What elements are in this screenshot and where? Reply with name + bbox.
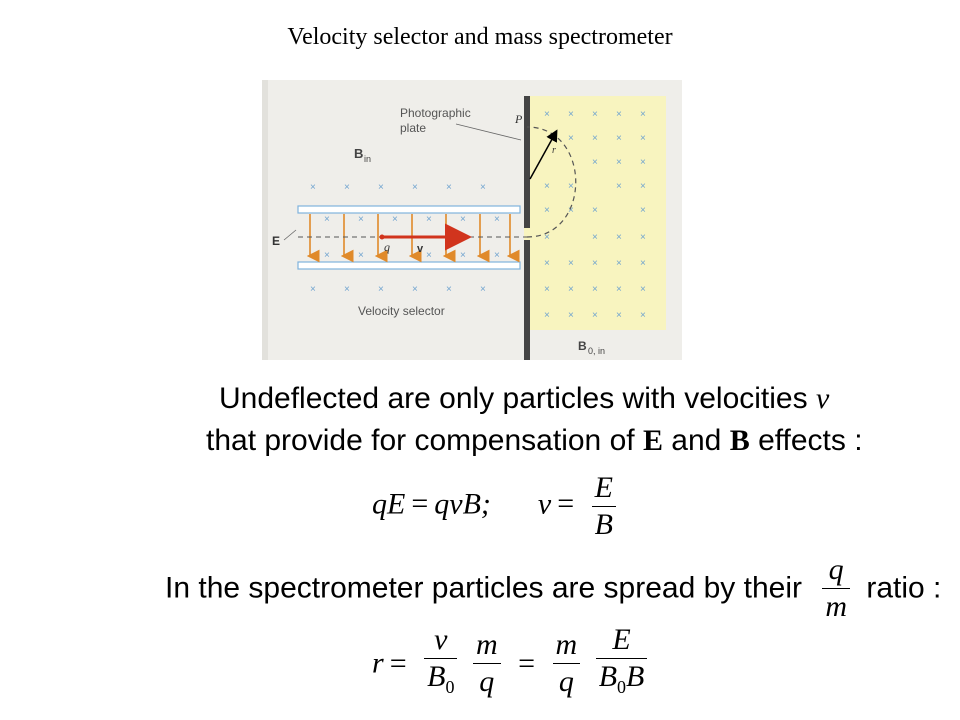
field-cross: × <box>592 133 598 144</box>
field-cross: × <box>568 109 574 120</box>
field-cross: × <box>378 284 384 295</box>
field-cross: × <box>640 232 646 243</box>
b-vector-symbol: B <box>729 424 750 457</box>
fraction-v-over-b0 <box>424 622 457 705</box>
field-cross: × <box>592 205 598 216</box>
field-cross: × <box>544 284 550 295</box>
field-cross: × <box>568 258 574 269</box>
particle-charge <box>380 235 385 240</box>
field-cross: × <box>568 310 574 321</box>
field-cross: × <box>592 109 598 120</box>
statement-line-1 <box>219 382 829 416</box>
field-cross: × <box>480 182 486 193</box>
fraction-denominator: B <box>594 508 613 541</box>
field-cross: × <box>426 250 432 261</box>
page-edge-shadow <box>262 80 268 360</box>
field-cross: × <box>392 214 398 225</box>
zero-subscript: 0 <box>445 677 455 697</box>
ratio-word: ratio : <box>866 571 942 605</box>
field-cross: × <box>426 214 432 225</box>
field-cross: × <box>616 284 622 295</box>
equation-balance <box>372 470 620 543</box>
fraction-numerator: m <box>553 627 581 664</box>
field-cross: × <box>378 182 384 193</box>
b-in-subscript: in <box>364 154 372 164</box>
field-cross: × <box>544 232 550 243</box>
field-cross: × <box>640 109 646 120</box>
field-cross: × <box>640 157 646 168</box>
radius-symbol: r <box>372 646 384 680</box>
slide-title: Velocity selector and mass spectrometer <box>287 24 673 50</box>
field-cross: × <box>310 182 316 193</box>
b-symbol: B <box>427 660 446 693</box>
fraction-numerator: v <box>424 622 457 659</box>
fraction-numerator: E <box>596 622 648 659</box>
field-cross: × <box>568 133 574 144</box>
q-label: q <box>384 240 390 254</box>
field-cross: × <box>616 181 622 192</box>
b0-label: B <box>578 339 587 353</box>
statement-line-3-text: In the spectrometer particles are spread by their <box>165 571 802 605</box>
field-cross: × <box>358 214 364 225</box>
field-cross: × <box>324 250 330 261</box>
fraction-q-over-m <box>822 552 850 625</box>
fraction-denominator: m <box>825 590 847 623</box>
equals-sign: = <box>518 646 536 680</box>
velocity-symbol: v <box>815 382 830 415</box>
fraction-denominator: q <box>558 665 574 698</box>
e-label: E <box>272 234 281 248</box>
field-cross: × <box>592 284 598 295</box>
statement-line-3 <box>165 552 941 625</box>
field-cross: × <box>544 205 550 216</box>
field-cross: × <box>592 258 598 269</box>
fraction-numerator: q <box>822 552 850 589</box>
field-cross: × <box>544 109 550 120</box>
field-cross: × <box>412 182 418 193</box>
field-cross: × <box>640 310 646 321</box>
b-in-label: B <box>354 146 364 161</box>
selector-bottom-plate <box>298 262 520 269</box>
equals-sign: = <box>389 646 407 680</box>
photographic-plate-label: plate <box>400 121 427 135</box>
field-cross: × <box>544 258 550 269</box>
b0-subscript: 0, in <box>588 346 606 356</box>
field-cross: × <box>344 284 350 295</box>
p-label: P <box>515 112 523 126</box>
b-symbol: B <box>598 660 618 693</box>
b-symbol: B <box>626 660 645 693</box>
fraction-m-over-q <box>553 627 581 700</box>
eq1-left: qE <box>372 487 406 521</box>
equals-sign: = <box>411 487 429 521</box>
fraction-denominator: q <box>479 665 495 698</box>
field-cross: × <box>592 232 598 243</box>
field-cross: × <box>616 109 622 120</box>
field-cross: × <box>592 310 598 321</box>
field-cross: × <box>616 258 622 269</box>
field-cross: × <box>544 181 550 192</box>
field-cross: × <box>640 181 646 192</box>
fraction-denominator <box>596 659 648 705</box>
field-cross: × <box>460 250 466 261</box>
equals-sign: = <box>557 487 575 521</box>
effects-word: effects : <box>758 424 863 457</box>
photographic-plate-label: Photographic <box>400 106 471 120</box>
fraction-numerator: m <box>473 627 501 664</box>
plate-slit <box>524 228 530 240</box>
eq1-right: qvB; <box>434 487 491 521</box>
field-cross: × <box>568 181 574 192</box>
fraction-e-over-b0b <box>596 622 648 705</box>
field-cross: × <box>344 182 350 193</box>
field-cross: × <box>640 284 646 295</box>
field-cross: × <box>446 284 452 295</box>
fraction-e-over-b <box>592 470 616 543</box>
field-cross: × <box>480 284 486 295</box>
v-label: v <box>417 243 424 255</box>
field-cross: × <box>640 258 646 269</box>
eq2-left: v <box>537 487 552 521</box>
field-cross: × <box>568 205 574 216</box>
field-cross: × <box>544 310 550 321</box>
field-cross: × <box>310 284 316 295</box>
field-cross: × <box>616 232 622 243</box>
field-cross: × <box>494 250 500 261</box>
field-cross: × <box>616 157 622 168</box>
selector-top-plate <box>298 206 520 213</box>
field-cross: × <box>446 182 452 193</box>
field-cross: × <box>358 250 364 261</box>
equation-radius <box>372 622 651 705</box>
field-cross: × <box>616 133 622 144</box>
field-cross: × <box>616 310 622 321</box>
e-vector-symbol: E <box>642 424 663 457</box>
field-cross: × <box>412 284 418 295</box>
statement-line-1-text: Undeflected are only particles with velocities <box>219 382 808 415</box>
r-label: r <box>552 145 556 156</box>
field-cross: × <box>324 214 330 225</box>
zero-subscript: 0 <box>617 677 627 697</box>
field-cross: × <box>568 284 574 295</box>
field-cross: × <box>640 133 646 144</box>
fraction-m-over-q <box>473 627 501 700</box>
velocity-selector-figure <box>262 80 682 360</box>
velocity-selector-label: Velocity selector <box>358 304 445 318</box>
statement-line-2-text: that provide for compensation of <box>206 424 635 457</box>
field-cross: × <box>460 214 466 225</box>
field-cross: × <box>640 205 646 216</box>
fraction-denominator <box>424 659 457 705</box>
field-cross: × <box>592 157 598 168</box>
statement-line-2 <box>206 424 863 458</box>
fraction-numerator: E <box>592 470 616 507</box>
and-word: and <box>671 424 722 457</box>
field-cross: × <box>494 214 500 225</box>
